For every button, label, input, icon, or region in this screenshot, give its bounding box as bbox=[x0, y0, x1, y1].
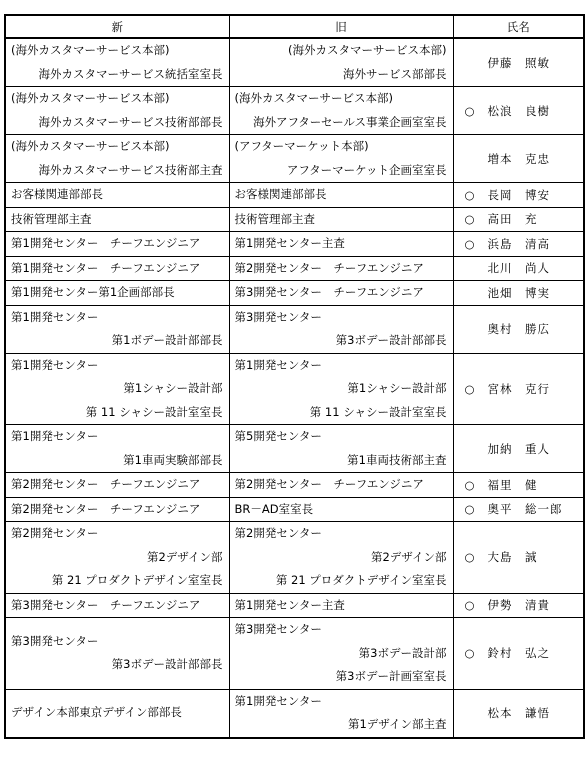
old-position-line: 第3ボデー設計部部長 bbox=[335, 333, 447, 347]
old-position-cell bbox=[229, 497, 453, 522]
header-row bbox=[5, 15, 584, 38]
table-row bbox=[5, 497, 584, 522]
old-position-line: 海外サービス部部長 bbox=[343, 66, 447, 81]
header-old: 旧 bbox=[229, 15, 453, 38]
new-position-line: 技術管理部主査 bbox=[11, 211, 92, 226]
table-row bbox=[5, 618, 584, 690]
table-row bbox=[5, 135, 584, 183]
old-position-line: 第3開発センター bbox=[234, 622, 322, 636]
table-row bbox=[5, 522, 584, 594]
name-cell bbox=[453, 425, 584, 473]
new-position-cell bbox=[5, 232, 229, 257]
name-cell bbox=[453, 183, 584, 208]
circle-mark-icon: ○ bbox=[464, 212, 475, 227]
old-position-line: 第2開発センター チーフエンジニア bbox=[234, 477, 424, 491]
old-position-cell bbox=[229, 618, 453, 690]
old-position-cell bbox=[229, 305, 453, 353]
name-cell bbox=[453, 207, 584, 232]
old-position-line: 第1開発センター主査 bbox=[234, 597, 345, 612]
table-body bbox=[5, 38, 584, 738]
old-position-line: 第1車両技術部主査 bbox=[347, 452, 447, 467]
old-position-line: 第 11 シャシー設計室室長 bbox=[309, 404, 447, 419]
new-position-line: 第1開発センター第1企画部部長 bbox=[11, 285, 175, 299]
person-name: 松本 謙悟 bbox=[487, 706, 550, 720]
new-position-cell bbox=[5, 618, 229, 690]
old-position-line: 第3開発センター bbox=[234, 309, 322, 324]
new-position-line: 第 11 シャシー設計室室長 bbox=[85, 404, 223, 419]
circle-mark-icon: ○ bbox=[464, 646, 475, 661]
old-position-cell bbox=[229, 593, 453, 618]
new-position-line: 第2デザイン部 bbox=[146, 549, 223, 564]
new-position-line: 第2開発センター チーフエンジニア bbox=[11, 477, 201, 491]
new-position-line: 海外カスタマーサービス統括室室長 bbox=[38, 66, 223, 81]
name-cell bbox=[453, 38, 584, 87]
circle-mark-icon: ○ bbox=[464, 598, 475, 613]
name-cell bbox=[453, 135, 584, 183]
circle-mark-icon: ○ bbox=[464, 187, 475, 202]
new-position-cell bbox=[5, 183, 229, 208]
old-position-cell bbox=[229, 281, 453, 306]
new-position-cell bbox=[5, 497, 229, 522]
new-position-line: 第1開発センター bbox=[11, 429, 99, 443]
name-cell bbox=[453, 473, 584, 498]
new-position-line: デザイン本部東京デザイン部部長 bbox=[11, 705, 182, 720]
name-cell bbox=[453, 353, 584, 425]
new-position-line: 第1開発センター チーフエンジニア bbox=[11, 236, 201, 250]
old-position-line: 第2開発センター チーフエンジニア bbox=[234, 260, 424, 275]
new-position-cell bbox=[5, 135, 229, 183]
circle-mark-icon: ○ bbox=[464, 477, 475, 492]
new-position-line: 第1開発センター チーフエンジニア bbox=[11, 260, 201, 275]
old-position-cell bbox=[229, 183, 453, 208]
header-new: 新 bbox=[5, 15, 229, 38]
old-position-cell bbox=[229, 425, 453, 473]
old-position-line: (アフターマーケット本部) bbox=[234, 139, 369, 153]
old-position-line: (海外カスタマーサービス本部) bbox=[234, 91, 393, 105]
person-name: 福里 健 bbox=[487, 477, 538, 492]
old-position-line: 第 21 プロダクトデザイン室室長 bbox=[275, 573, 447, 587]
old-position-line: 第2デザイン部 bbox=[370, 549, 447, 564]
old-position-cell bbox=[229, 87, 453, 135]
new-position-cell bbox=[5, 425, 229, 473]
table-row bbox=[5, 207, 584, 232]
new-position-cell bbox=[5, 593, 229, 618]
name-cell bbox=[453, 305, 584, 353]
circle-mark-icon: ○ bbox=[464, 236, 475, 251]
circle-mark-icon: ○ bbox=[464, 103, 475, 118]
person-name: 松浪 良樹 bbox=[487, 103, 550, 118]
name-cell bbox=[453, 232, 584, 257]
new-position-line: 第3開発センター チーフエンジニア bbox=[11, 597, 201, 612]
person-name: 高田 充 bbox=[487, 212, 538, 227]
name-cell bbox=[453, 593, 584, 618]
table-row bbox=[5, 183, 584, 208]
new-position-cell bbox=[5, 305, 229, 353]
person-name: 加納 重人 bbox=[487, 441, 550, 456]
old-position-line: 第3ボデー設計部 bbox=[358, 645, 447, 660]
new-position-cell bbox=[5, 207, 229, 232]
person-name: 長岡 博安 bbox=[487, 187, 550, 202]
new-position-line: 第1ボデー設計部部長 bbox=[111, 333, 223, 347]
new-position-cell bbox=[5, 522, 229, 594]
old-position-line: 第3ボデー計画室室長 bbox=[335, 669, 447, 683]
new-position-line: 第 21 プロダクトデザイン室室長 bbox=[51, 573, 223, 587]
circle-mark-icon: ○ bbox=[464, 381, 475, 396]
name-cell bbox=[453, 618, 584, 690]
old-position-line: お客様関連部部長 bbox=[234, 187, 327, 201]
name-cell bbox=[453, 497, 584, 522]
name-cell bbox=[453, 689, 584, 738]
table-row bbox=[5, 38, 584, 87]
old-position-cell bbox=[229, 207, 453, 232]
new-position-line: (海外カスタマーサービス本部) bbox=[11, 139, 170, 153]
new-position-cell bbox=[5, 281, 229, 306]
new-position-cell bbox=[5, 689, 229, 738]
person-name: 伊藤 照敏 bbox=[487, 55, 550, 70]
person-name: 宮林 克行 bbox=[487, 381, 550, 396]
table-row bbox=[5, 425, 584, 473]
old-position-line: 海外アフターセールス事業企画室室長 bbox=[253, 114, 447, 129]
old-position-cell bbox=[229, 473, 453, 498]
person-name: 浜島 清高 bbox=[487, 236, 550, 251]
old-position-cell bbox=[229, 353, 453, 425]
new-position-line: 海外カスタマーサービス技術部部長 bbox=[38, 114, 223, 129]
new-position-line: 第3ボデー設計部部長 bbox=[111, 657, 223, 672]
old-position-line: 第1シャシー設計部 bbox=[347, 381, 447, 395]
personnel-table bbox=[4, 14, 585, 739]
old-position-cell bbox=[229, 522, 453, 594]
table-row bbox=[5, 232, 584, 257]
person-name: 池畑 博実 bbox=[487, 285, 550, 300]
old-position-line: BR－AD室室長 bbox=[234, 501, 314, 516]
table-row bbox=[5, 256, 584, 281]
new-position-line: 第1開発センター bbox=[11, 357, 99, 372]
new-position-cell bbox=[5, 473, 229, 498]
new-position-line: 第2開発センター チーフエンジニア bbox=[11, 501, 201, 516]
person-name: 鈴村 弘之 bbox=[487, 646, 550, 661]
new-position-line: お客様関連部部長 bbox=[11, 187, 103, 201]
name-cell bbox=[453, 281, 584, 306]
new-position-line: 海外カスタマーサービス技術部主査 bbox=[38, 162, 223, 177]
name-cell bbox=[453, 87, 584, 135]
old-position-line: (海外カスタマーサービス本部) bbox=[288, 43, 447, 57]
header-name: 氏名 bbox=[453, 15, 584, 38]
circle-mark-icon: ○ bbox=[464, 550, 475, 565]
old-position-line: 第3開発センター チーフエンジニア bbox=[234, 285, 424, 299]
person-name: 奥平 総一郎 bbox=[487, 502, 563, 517]
name-cell bbox=[453, 256, 584, 281]
new-position-line: 第1開発センター bbox=[11, 309, 99, 324]
table-row bbox=[5, 305, 584, 353]
person-name: 大島 誠 bbox=[487, 550, 538, 565]
table-row bbox=[5, 473, 584, 498]
table-row bbox=[5, 281, 584, 306]
new-position-line: 第1車両実験部部長 bbox=[123, 452, 223, 467]
table-row bbox=[5, 689, 584, 738]
new-position-line: 第3開発センター bbox=[11, 633, 99, 648]
person-name: 伊勢 清貴 bbox=[487, 598, 550, 613]
name-cell bbox=[453, 522, 584, 594]
old-position-cell bbox=[229, 38, 453, 87]
table-row bbox=[5, 593, 584, 618]
old-position-cell bbox=[229, 135, 453, 183]
table-row bbox=[5, 87, 584, 135]
new-position-line: (海外カスタマーサービス本部) bbox=[11, 43, 170, 57]
person-name: 北川 尚人 bbox=[487, 261, 550, 276]
person-name: 奥村 勝広 bbox=[487, 322, 550, 336]
new-position-cell bbox=[5, 87, 229, 135]
new-position-cell bbox=[5, 38, 229, 87]
table-row bbox=[5, 353, 584, 425]
old-position-line: 技術管理部主査 bbox=[234, 211, 315, 226]
old-position-line: 第1開発センター bbox=[234, 357, 322, 372]
new-position-line: 第1シャシー設計部 bbox=[123, 381, 223, 395]
new-position-cell bbox=[5, 353, 229, 425]
old-position-line: 第5開発センター bbox=[234, 429, 322, 443]
old-position-line: 第1デザイン部主査 bbox=[347, 717, 447, 731]
old-position-cell bbox=[229, 232, 453, 257]
old-position-line: アフターマーケット企画室室長 bbox=[286, 162, 447, 177]
old-position-cell bbox=[229, 256, 453, 281]
new-position-line: 第2開発センター bbox=[11, 526, 99, 540]
old-position-line: 第1開発センター主査 bbox=[234, 236, 345, 250]
circle-mark-icon: ○ bbox=[464, 502, 475, 517]
new-position-line: (海外カスタマーサービス本部) bbox=[11, 91, 170, 105]
new-position-cell bbox=[5, 256, 229, 281]
old-position-cell bbox=[229, 689, 453, 738]
old-position-line: 第1開発センター bbox=[234, 693, 322, 708]
old-position-line: 第2開発センター bbox=[234, 526, 322, 540]
person-name: 増本 克忠 bbox=[487, 151, 550, 166]
